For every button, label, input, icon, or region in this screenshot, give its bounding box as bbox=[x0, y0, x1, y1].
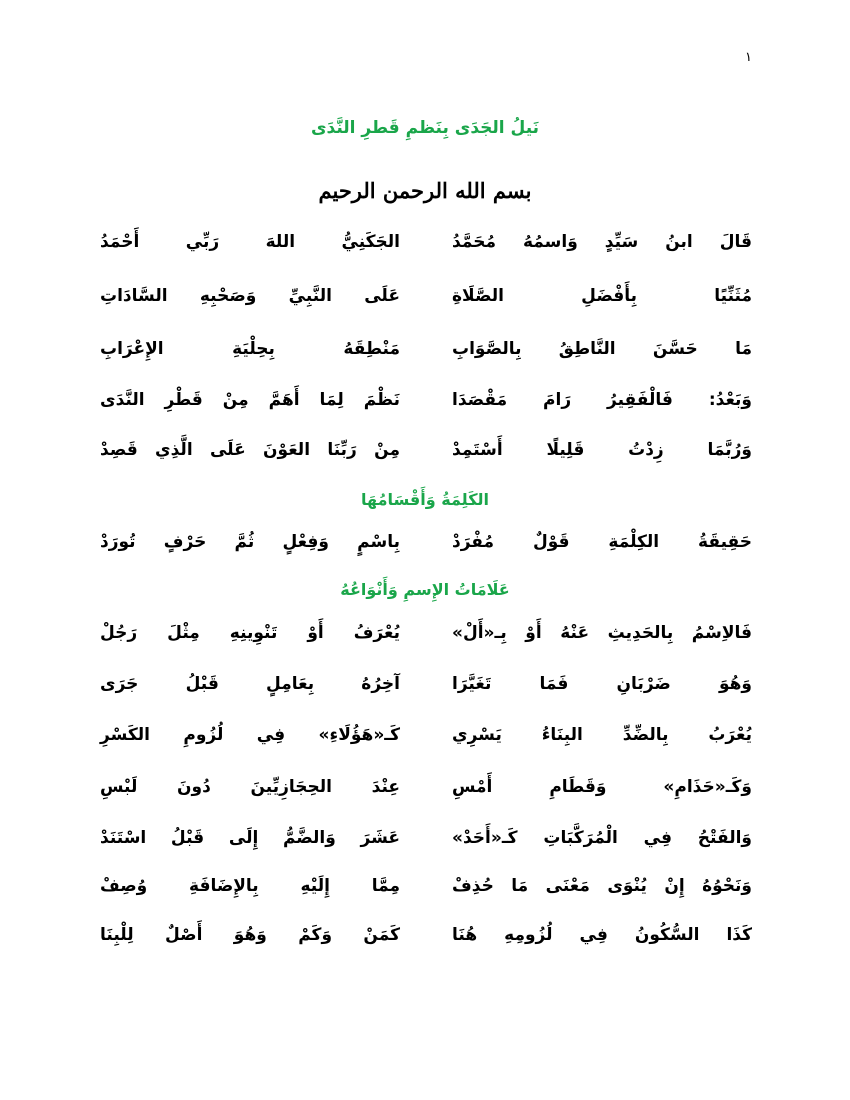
verse-first-hemistich: مُثَنِّيًا بِأَفْضَلِ الصَّلَاةِ bbox=[452, 286, 752, 306]
verse-first-hemistich: مَا حَسَّنَ النَّاطِقُ بِالصَّوَابِ bbox=[452, 339, 752, 359]
verse-line bbox=[100, 674, 752, 704]
basmala-calligraphy: بسم الله الرحمن الرحيم bbox=[318, 178, 532, 203]
verse-line bbox=[100, 623, 752, 653]
verse-first-hemistich: وَرُبَّمَا زِدْتُ قَلِيلًا أَسْتَمِدْ bbox=[452, 440, 752, 460]
verse-first-hemistich: وَكَـ«حَذَامِ» وَقَطَامِ أَمْسِ bbox=[452, 777, 752, 797]
verse-line bbox=[100, 828, 752, 858]
verse-line bbox=[100, 390, 752, 420]
verse-second-hemistich: مِمَّا إِلَيْهِ بِالإِضَافَةِ وُصِفْ bbox=[100, 876, 400, 896]
verse-second-hemistich: آخِرُهُ بِعَامِلٍ قَبْلُ جَرَى bbox=[100, 674, 400, 694]
document-title: نَيلُ الجَدَى بِنَظمِ قَطرِ النَّدَى bbox=[310, 118, 540, 138]
verse-line bbox=[100, 925, 752, 955]
verse-first-hemistich: وَنَحْوُهُ إِنْ يُنْوَى مَعْنَى مَا حُذِفْ bbox=[452, 876, 752, 896]
verse-first-hemistich: وَبَعْدُ: فَالْفَقِيرُ رَامَ مَقْصَدَا bbox=[452, 390, 752, 410]
verse-line bbox=[100, 286, 752, 316]
verse-second-hemistich: عَشَرَ وَالضَّمُّ إِلَى قَبْلُ اسْتَنَدْ bbox=[100, 828, 400, 848]
verse-line bbox=[100, 725, 752, 755]
verse-second-hemistich: عَلَى النَّبِيِّ وَصَحْبِهِ السَّادَاتِ bbox=[100, 286, 400, 306]
verse-first-hemistich: وَالفَتْحُ فِي الْمُرَكَّبَاتِ كَـ«أَحَدْ» bbox=[452, 828, 752, 848]
verse-second-hemistich: بِاسْمٍ وَفِعْلٍ ثُمَّ حَرْفٍ تُورَدْ bbox=[100, 532, 400, 552]
verse-first-hemistich: قَالَ ابنُ سَيِّدٍ وَاسمُهُ مُحَمَّدُ bbox=[452, 232, 752, 252]
verse-second-hemistich: كَـ«هَؤُلَاءِ» فِي لُزُومِ الكَسْرِ bbox=[100, 725, 400, 745]
verse-line bbox=[100, 777, 752, 807]
verse-line bbox=[100, 339, 752, 369]
verse-first-hemistich: حَقِيقَةُ الكِلْمَةِ قَوْلٌ مُفْرَدْ bbox=[452, 532, 752, 552]
verse-first-hemistich: يُعْرَبُ بِالضِّدِّ البِنَاءُ يَسْرِي bbox=[452, 725, 752, 745]
verse-first-hemistich: كَذَا السُّكُونُ فِي لُزُومِهِ هُنَا bbox=[452, 925, 752, 945]
verse-line bbox=[100, 440, 752, 470]
verse-line bbox=[100, 532, 752, 562]
verse-second-hemistich: الجَكَنِيُّ اللهَ رَبِّي أَحْمَدُ bbox=[100, 232, 400, 252]
verse-line bbox=[100, 876, 752, 906]
section-heading: الكَلِمَةُ وَأَقْسَامُهَا bbox=[361, 490, 489, 509]
page-number: ١ bbox=[745, 50, 752, 65]
section-heading: عَلَامَاتُ الإِسمِ وَأَنْوَاعُهُ bbox=[340, 580, 510, 599]
verse-line bbox=[100, 232, 752, 262]
verse-second-hemistich: مَنْطِقَهُ بِحِلْيَةِ الإِعْرَابِ bbox=[100, 339, 400, 359]
verse-second-hemistich: نَظْمَ لِمَا أَهَمَّ مِنْ قَطْرِ النَّدَى bbox=[100, 390, 400, 410]
verse-second-hemistich: مِنْ رَبِّنَا العَوْنَ عَلَى الَّذِي قَصِدْ bbox=[100, 440, 400, 460]
verse-first-hemistich: فَالاِسْمُ بِالحَدِيثِ عَنْهُ أَوْ بِـ«أَلْ» bbox=[452, 623, 752, 643]
verse-second-hemistich: كَمَنْ وَكَمْ وَهُوَ أَصْلٌ لِلْبِنَا bbox=[100, 925, 400, 945]
verse-second-hemistich: يُعْرَفُ أَوْ تَنْوِينِهِ مِثْلَ رَجُلْ bbox=[100, 623, 400, 643]
verse-second-hemistich: عِنْدَ الحِجَازِيِّينَ دُونَ لَبْسِ bbox=[100, 777, 400, 797]
verse-first-hemistich: وَهُوَ ضَرْبَانِ فَمَا تَغَيَّرَا bbox=[452, 674, 752, 694]
